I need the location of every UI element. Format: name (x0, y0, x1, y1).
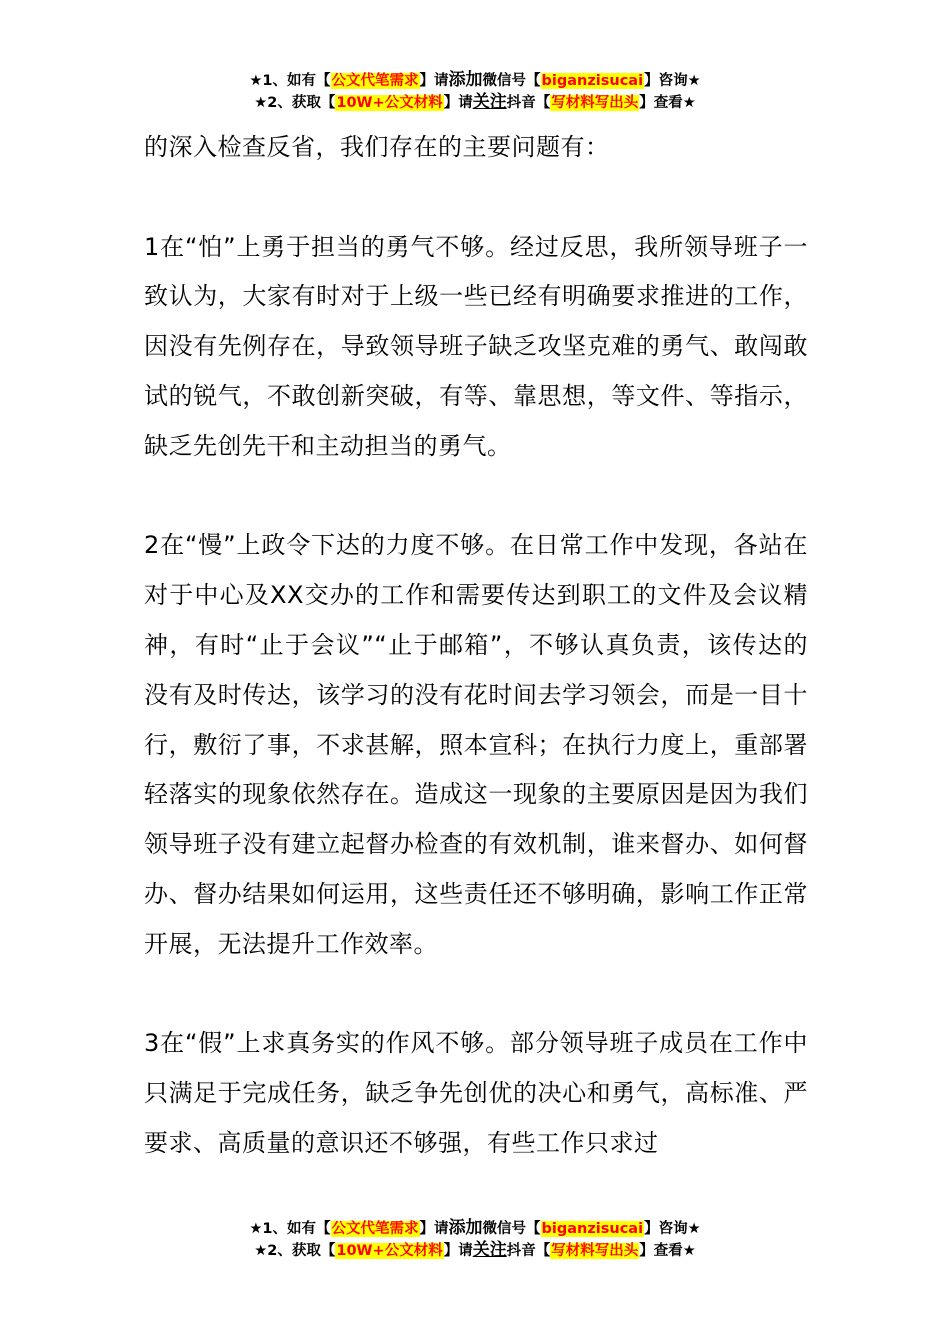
banner-highlight-materials: 10W+公文材料 (336, 95, 443, 111)
banner-highlight-service: 公文代笔需求 (331, 73, 419, 89)
paragraph-2: 2在“慢”上政令下达的力度不够。在日常工作中发现，各站在对于中心及XX交办的工作和需要传达到职工的文件及会议精神，有时“止于会议”“止于邮箱”，不够认真负责，该传达的没有及时传达，该学习的没有花时间去学习领会，而是一目十行，敷衍了事，不求甚解，照本宣科；在执行力度上，重部署轻落实的现象依然存在。造成这一现象的主要原因是因为我们领导班子没有建立起督办检查的有效机制，谁来督办、如何督办、督办结果如何运用，这些责任还不够明确，影响工作正常开展，无法提升工作效率。 (144, 531, 808, 958)
banner-line-1: ★1、如有【公文代笔需求】请添加微信号【biganzisucai】咨询★ (249, 70, 701, 90)
banner-highlight-materials: 10W+公文材料 (336, 1243, 443, 1259)
banner-highlight-wechat-id: biganzisucai (541, 73, 644, 89)
banner-line-1: ★1、如有【公文代笔需求】请添加微信号【biganzisucai】咨询★ (249, 1218, 701, 1238)
banner-highlight-douyin: 写材料写出头 (551, 1243, 639, 1259)
paragraph-gap (144, 970, 808, 1020)
banner-line-2: ★2、获取【10W+公文材料】请关注抖音【写材料写出头】查看★ (254, 92, 696, 112)
banner-highlight-douyin: 写材料写出头 (551, 95, 639, 111)
footer-banner (0, 1218, 950, 1262)
paragraph-3: 3在“假”上求真务实的作风不够。部分领导班子成员在工作中只满足于完成任务，缺乏争先创优的决心和勇气，高标准、严要求、高质量的意识还不够强，有些工作只求过 (144, 1029, 808, 1157)
intro-paragraph: 的深入检查反省，我们存在的主要问题有： (144, 133, 610, 161)
banner-highlight-wechat-id: biganzisucai (541, 1221, 644, 1237)
banner-highlight-service: 公文代笔需求 (331, 1221, 419, 1237)
header-banner (0, 70, 950, 114)
paragraph-gap (144, 472, 808, 522)
banner-line-2: ★2、获取【10W+公文材料】请关注抖音【写材料写出头】查看★ (254, 1240, 696, 1260)
paragraph-1: 1在“怕”上勇于担当的勇气不够。经过反思，我所领导班子一致认为，大家有时对于上级一些已经有明确要求推进的工作，因没有先例存在，导致领导班子缺乏攻坚克难的勇气、敢闯敢试的锐气，不敢创新突破，有等、靠思想，等文件、等指示，缺乏先创先干和主动担当的勇气。 (144, 232, 808, 460)
document-body (144, 123, 808, 1169)
paragraph-gap (144, 173, 808, 223)
